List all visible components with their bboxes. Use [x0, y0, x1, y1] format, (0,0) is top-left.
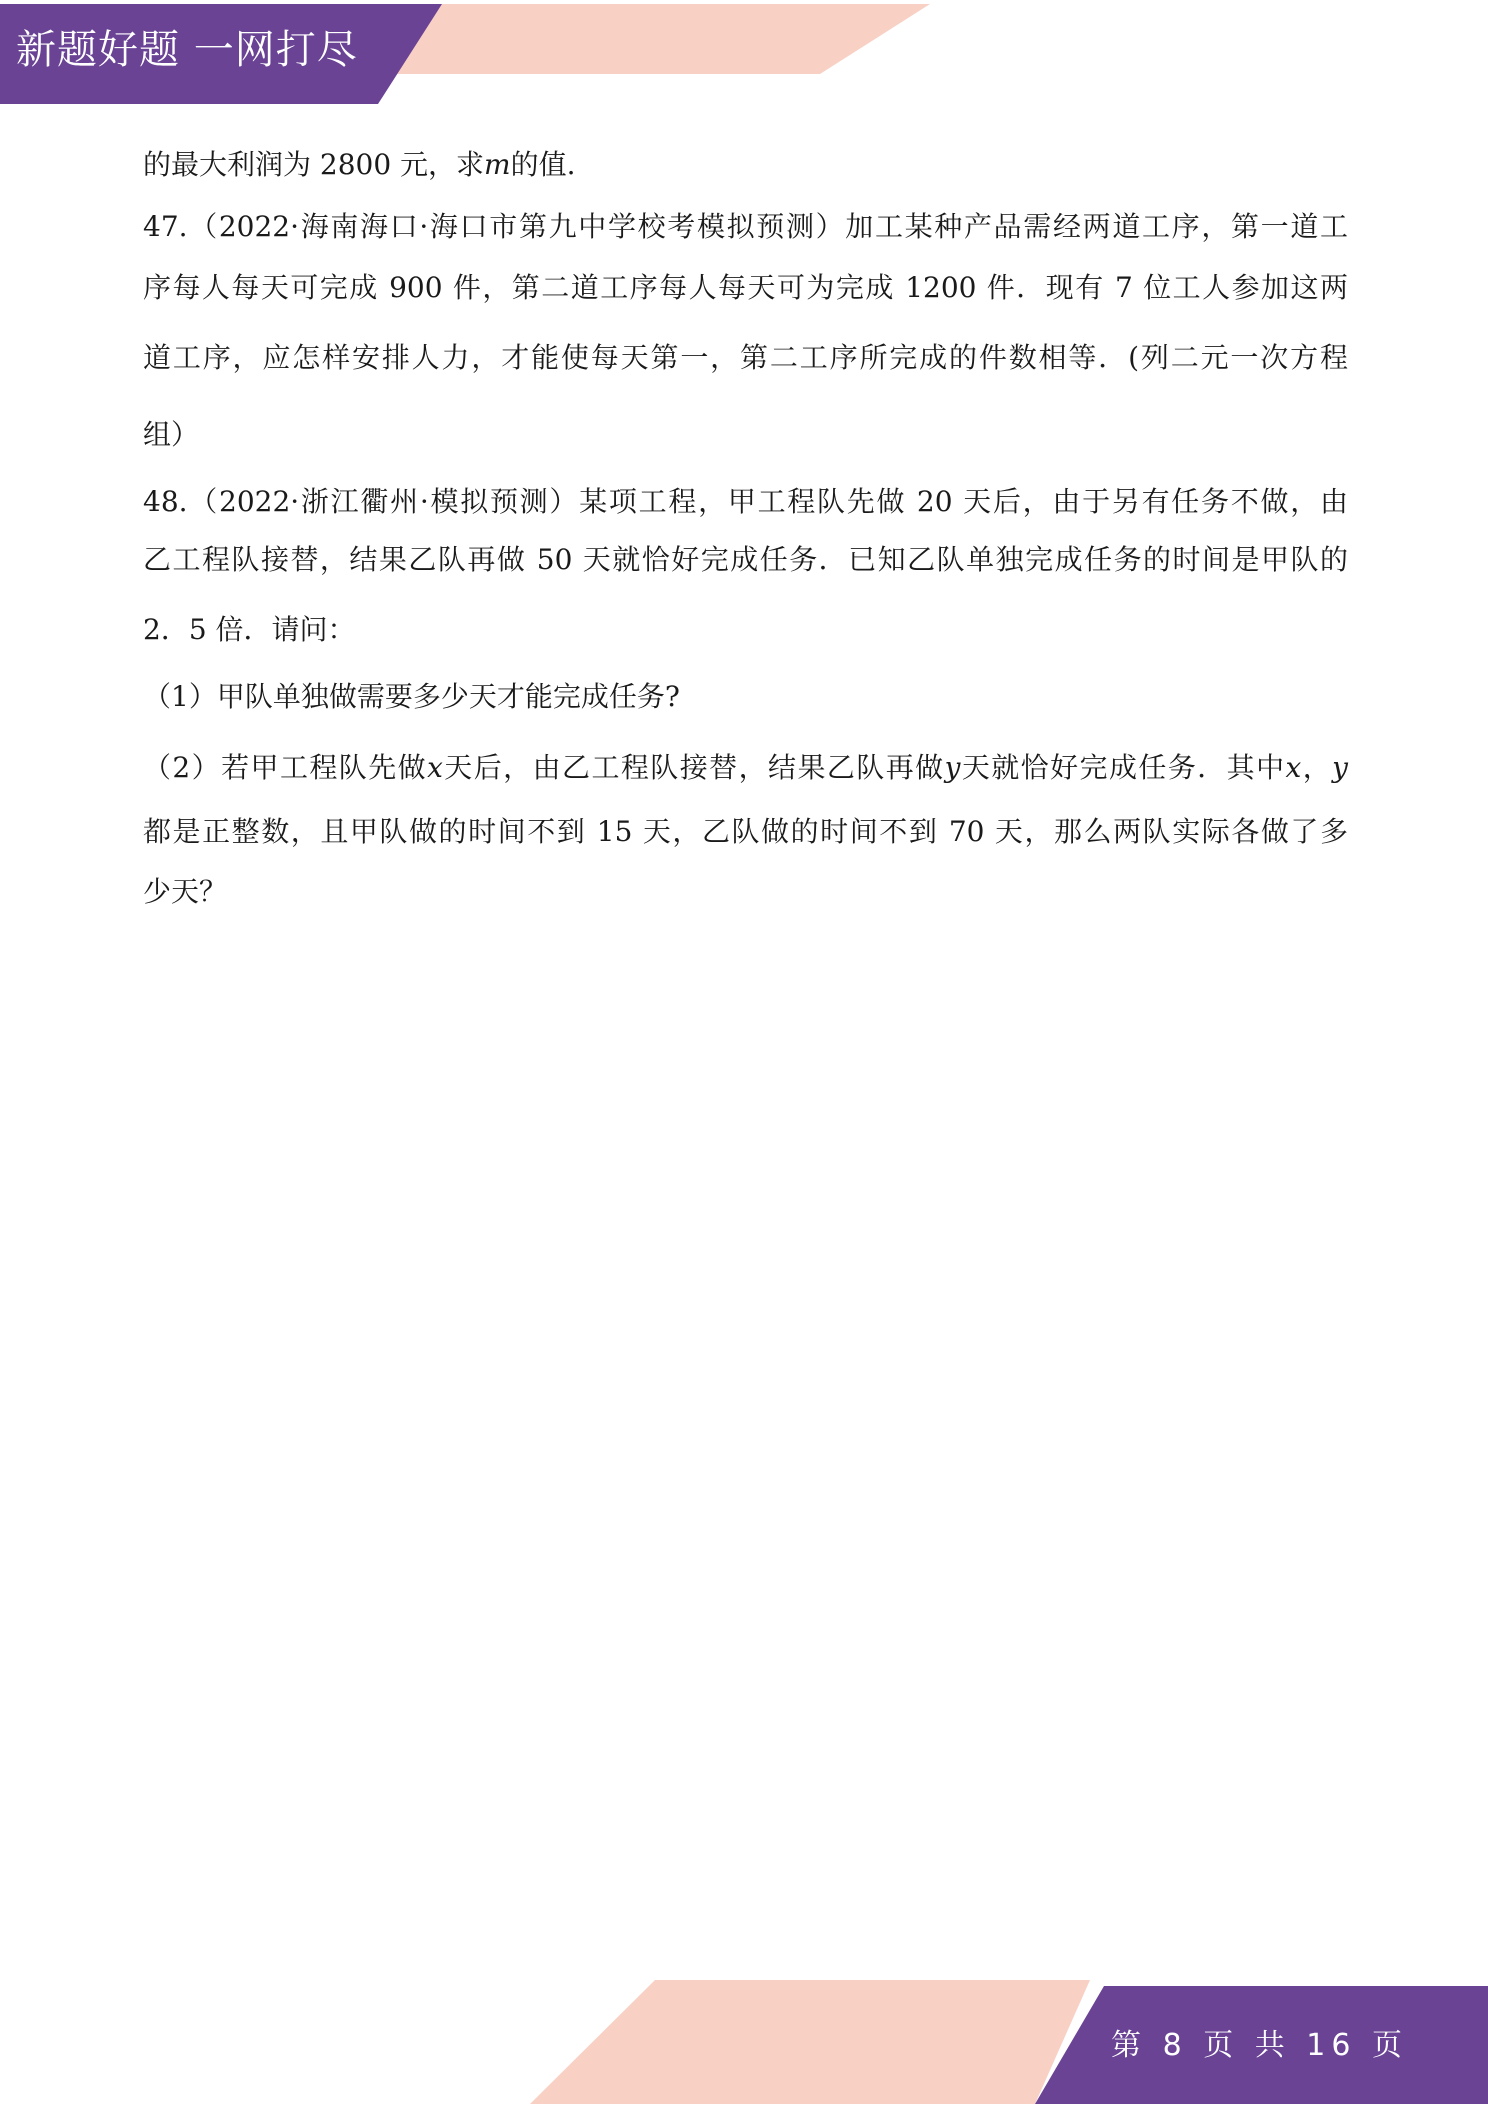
footer-banner	[0, 1974, 1488, 2104]
header-banner	[0, 0, 1488, 110]
problem-47-line-1: 47.（2022·海南海口·海口市第九中学校考模拟预测）加工某种产品需经两道工序，第一道工	[143, 210, 1348, 243]
problem-47-line-2: 序每人每天可完成 900 件，第二道工序每人每天可为完成 1200 件．现有 7 位工人参加这两	[143, 271, 1348, 304]
problem-47-line-4: 组）	[143, 418, 200, 451]
problem-47-line-3: 道工序，应怎样安排人力，才能使每天第一，第二工序所完成的件数相等．(列二元一次方程	[143, 341, 1348, 374]
header-title: 新题好题 一网打尽	[16, 27, 358, 73]
problem-48-line-1: 48.（2022·浙江衢州·模拟预测）某项工程，甲工程队先做 20 天后，由于另有任务不做，由	[143, 485, 1348, 518]
problem-48-part-2-line-3: 少天？	[143, 875, 228, 908]
problem-48-part-2-line-1: （2）若甲工程队先做𝑥天后，由乙工程队接替，结果乙队再做𝑦天就恰好完成任务．其中𝑥，𝑦	[143, 751, 1348, 784]
problem-48-part-1: （1）甲队单独做需要多少天才能完成任务?	[143, 680, 680, 713]
page-number: 第 8 页 共 16 页	[1111, 2028, 1408, 2063]
problem-48-line-3: 2．5 倍．请问：	[143, 613, 356, 646]
text-line-1: 的最大利润为 2800 元，求𝑚的值.	[143, 148, 576, 181]
problem-48-part-2-line-2: 都是正整数，且甲队做的时间不到 15 天，乙队做的时间不到 70 天，那么两队实际各做了多	[143, 815, 1348, 848]
problem-48-line-2: 乙工程队接替，结果乙队再做 50 天就恰好完成任务．已知乙队单独完成任务的时间是甲队的	[143, 543, 1348, 576]
